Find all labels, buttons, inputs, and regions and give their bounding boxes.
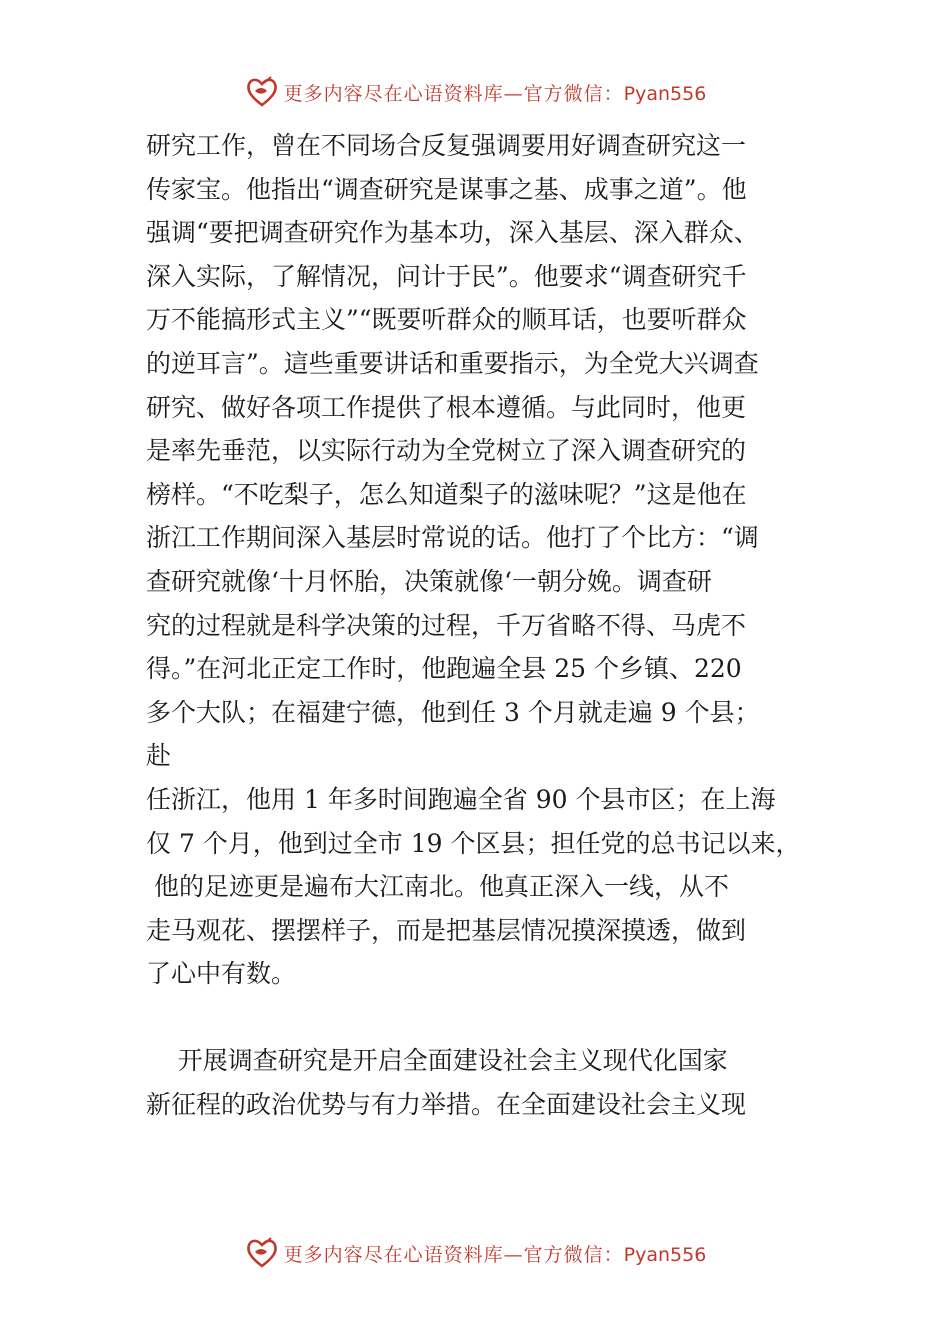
heart-logo-icon: [244, 1235, 280, 1271]
text-line: 新征程的政治优势与有力举措。在全面建设社会主义现: [146, 1090, 747, 1120]
blank-line: [146, 996, 814, 1040]
text-line: 了心中有数。: [146, 959, 297, 989]
text-line: 强调“要把调查研究作为基本功，深入基层、深入群众、: [146, 218, 759, 248]
text-line: 得。”在河北正定工作时，他跑遍全县 25 个乡镇、220: [146, 654, 742, 684]
text-line: 深入实际，了解情况，问计于民”。他要求“调查研究千: [146, 261, 747, 291]
text-line: 多个大队；在福建宁德，他到任 3 个月就走遍 9 个县；: [146, 697, 760, 727]
text-line: 榜样。“不吃梨子，怎么知道梨子的滋味呢？”这是他在: [146, 479, 747, 509]
paragraph-start-line: 开展调查研究是开启全面建设社会主义现代化国家: [146, 1046, 728, 1076]
text-line: 的逆耳言”。這些重要讲话和重要指示，为全党大兴调查: [146, 348, 759, 378]
text-line: 浙江工作期间深入基层时常说的话。他打了个比方：“调: [146, 523, 759, 553]
header-banner: [0, 72, 950, 112]
document-body: [146, 124, 814, 1127]
footer-text: 更多内容尽在心语资料库—官方微信：Pyan556: [283, 1243, 707, 1266]
text-line: 究的过程就是科学决策的过程，千万省略不得、马虎不: [146, 610, 747, 640]
text-line: 任浙江，他用 1 年多时间跑遍全省 90 个县市区；在上海: [146, 784, 776, 814]
text-line: 研究、做好各项工作提供了根本遵循。与此同时，他更: [146, 392, 747, 422]
header-text: 更多内容尽在心语资料库—官方微信：Pyan556: [283, 82, 707, 105]
text-line: 万不能搞形式主义”“既要听群众的顺耳话，也要听群众: [146, 305, 747, 335]
footer-wechat-id: Pyan556: [623, 1243, 707, 1266]
text-line: 赴: [146, 741, 172, 771]
header-wechat-id: Pyan556: [623, 82, 707, 105]
text-line: 是率先垂范，以实际行动为全党树立了深入调查研究的: [146, 436, 747, 466]
text-line: 研究工作，曾在不同场合反复强调要用好调查研究这一: [146, 131, 747, 160]
text-line: 仅 7 个月，他到过全市 19 个区县；担任党的总书记以来，: [146, 828, 801, 858]
footer-banner: [0, 1233, 950, 1273]
text-line: 他的足迹更是遍布大江南北。他真正深入一线，从不: [146, 872, 729, 902]
text-line: 走马观花、摆摆样子，而是把基层情况摸深摸透，做到: [146, 915, 747, 945]
text-line: 传家宝。他指出“调查研究是谋事之基、成事之道”。他: [146, 174, 747, 204]
heart-logo-icon: [244, 74, 280, 110]
text-line: 查研究就像‘十月怀胎，决策就像‘一朝分娩。调查研: [146, 566, 712, 596]
